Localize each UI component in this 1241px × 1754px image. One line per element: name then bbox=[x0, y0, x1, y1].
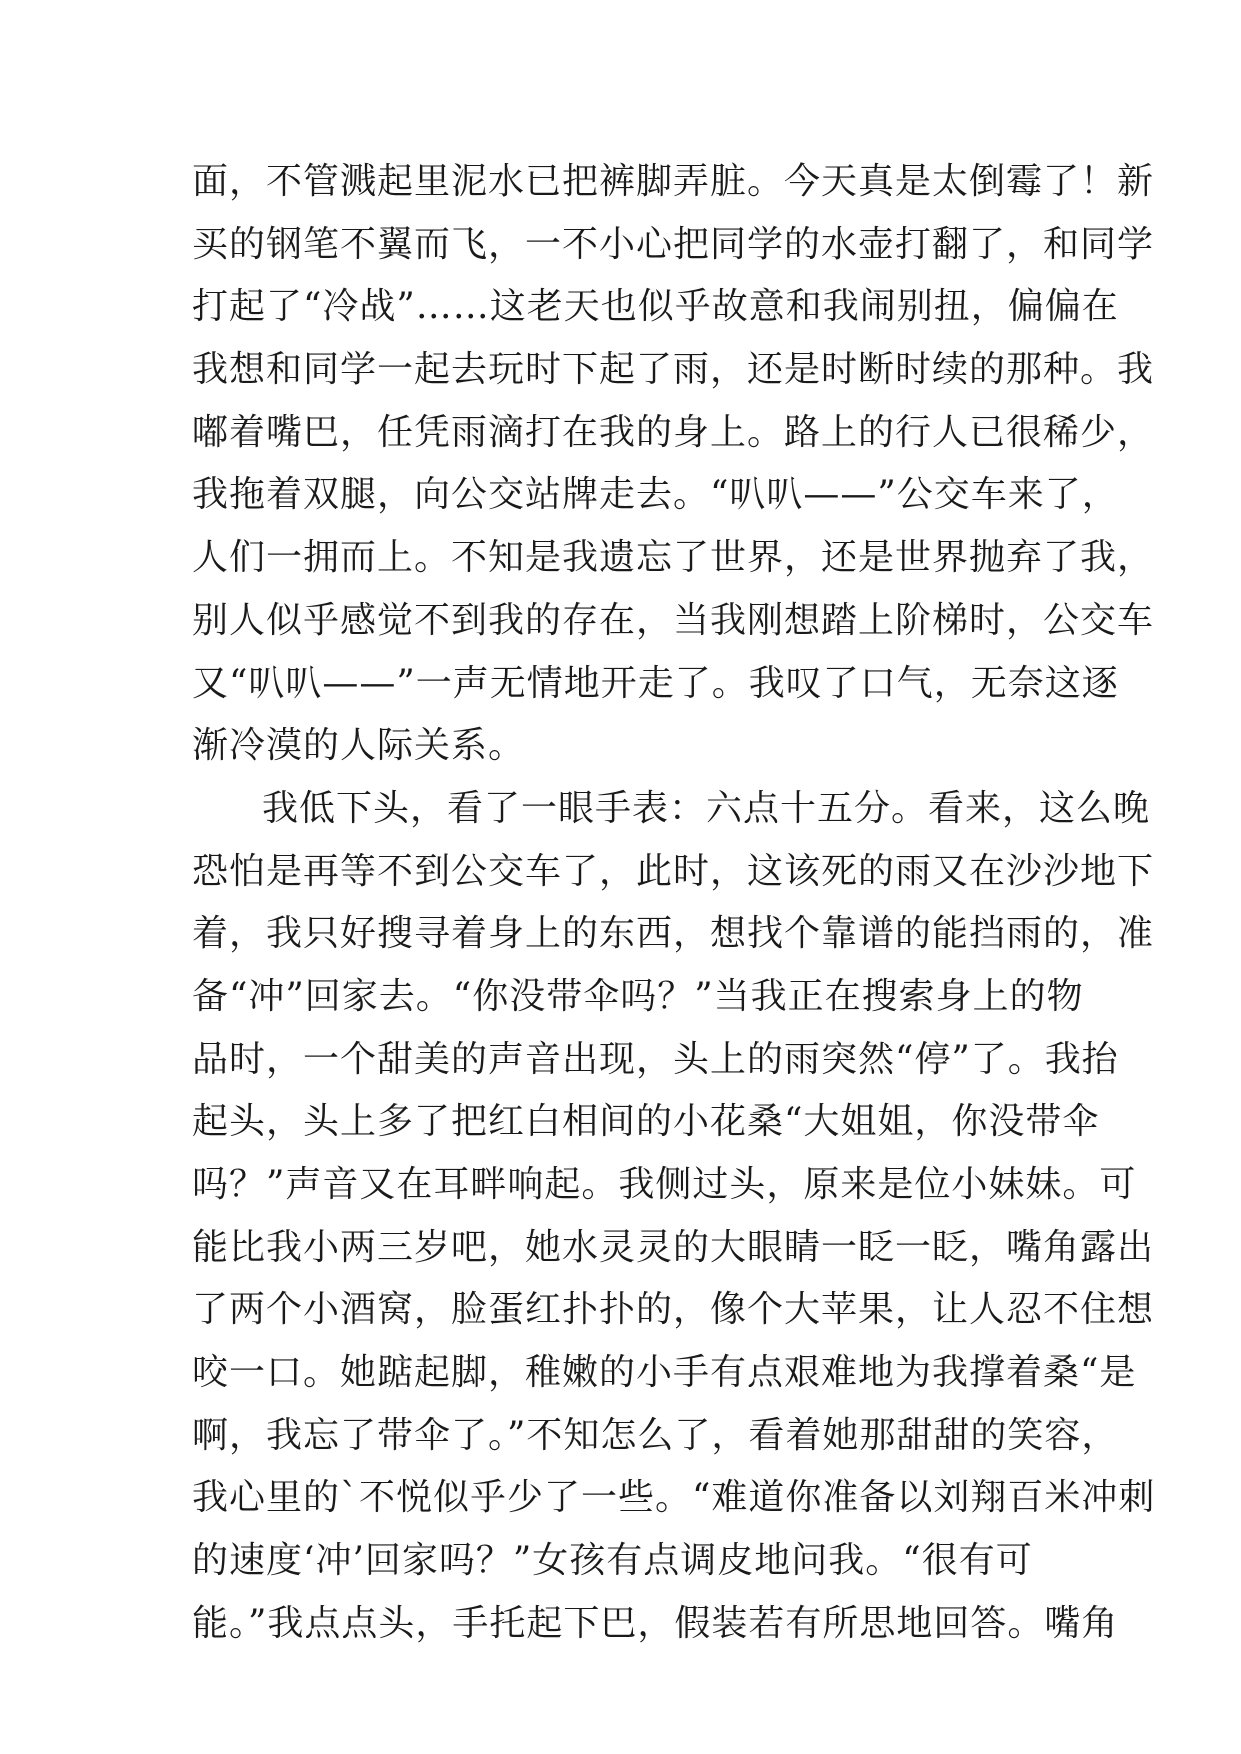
text-line: 品时，一个甜美的声音出现，头上的雨突然“停”了。我抬 bbox=[192, 1038, 1119, 1080]
text-line: 啊，我忘了带伞了。”不知怎么了，看着她那甜甜的笑容， bbox=[192, 1414, 1119, 1456]
body-text bbox=[192, 151, 1156, 1656]
text-line: 买的钢笔不翼而飞，一不小心把同学的水壶打翻了，和同学 bbox=[192, 223, 1155, 265]
text-line: 别人似乎感觉不到我的存在，当我刚想踏上阶梯时，公交车 bbox=[192, 599, 1155, 641]
text-line: 我拖着双腿，向公交站牌走去。“叭叭——”公交车来了， bbox=[192, 474, 1119, 516]
text-line: 起头，头上多了把红白相间的小花桑“大姐姐，你没带伞 bbox=[192, 1101, 1100, 1143]
text-line: 我心里的`不悦似乎少了一些。“难道你准备以刘翔百米冲刺 bbox=[192, 1477, 1156, 1519]
text-line: 咬一口。她踮起脚，稚嫩的小手有点艰难地为我撑着桑“是 bbox=[192, 1352, 1137, 1394]
text-line: 备“冲”回家去。“你没带伞吗？”当我正在搜索身上的物 bbox=[192, 975, 1084, 1017]
text-line: 面，不管溅起里泥水已把裤脚弄脏。今天真是太倒霉了！新 bbox=[192, 161, 1155, 202]
text-line: 能。”我点点头，手托起下巴，假装若有所思地回答。嘴角 bbox=[192, 1602, 1119, 1644]
text-line: 的速度‘冲’回家吗？”女孩有点调皮地问我。“很有可 bbox=[192, 1540, 1033, 1582]
text-line: 了两个小酒窝，脸蛋红扑扑的，像个大苹果，让人忍不住想 bbox=[192, 1289, 1155, 1331]
paragraph-start-line: 我低下头，看了一眼手表：六点十五分。看来，这么晚 bbox=[262, 787, 1151, 829]
text-line: 我想和同学一起去玩时下起了雨，还是时断时续的那种。我 bbox=[192, 349, 1155, 391]
text-line: 恐怕是再等不到公交车了，此时，这该死的雨又在沙沙地下 bbox=[192, 850, 1155, 892]
text-line: 嘟着嘴巴，任凭雨滴打在我的身上。路上的行人已很稀少， bbox=[192, 411, 1155, 453]
text-line: 吗？”声音又在耳畔响起。我侧过头，原来是位小妹妹。可 bbox=[192, 1164, 1137, 1205]
text-line: 能比我小两三岁吧，她水灵灵的大眼睛一眨一眨，嘴角露出 bbox=[192, 1226, 1155, 1268]
text-line: 渐冷漠的人际关系。 bbox=[192, 725, 526, 767]
text-line: 又“叭叭——”一声无情地开走了。我叹了口气，无奈这逐 bbox=[192, 662, 1119, 704]
text-line: 人们一拥而上。不知是我遗忘了世界，还是世界抛弃了我， bbox=[192, 537, 1155, 579]
text-line: 着，我只好搜寻着身上的东西，想找个靠谱的能挡雨的，准 bbox=[192, 913, 1155, 955]
text-line: 打起了“冷战”……这老天也似乎故意和我闹别扭，偏偏在 bbox=[192, 286, 1119, 328]
